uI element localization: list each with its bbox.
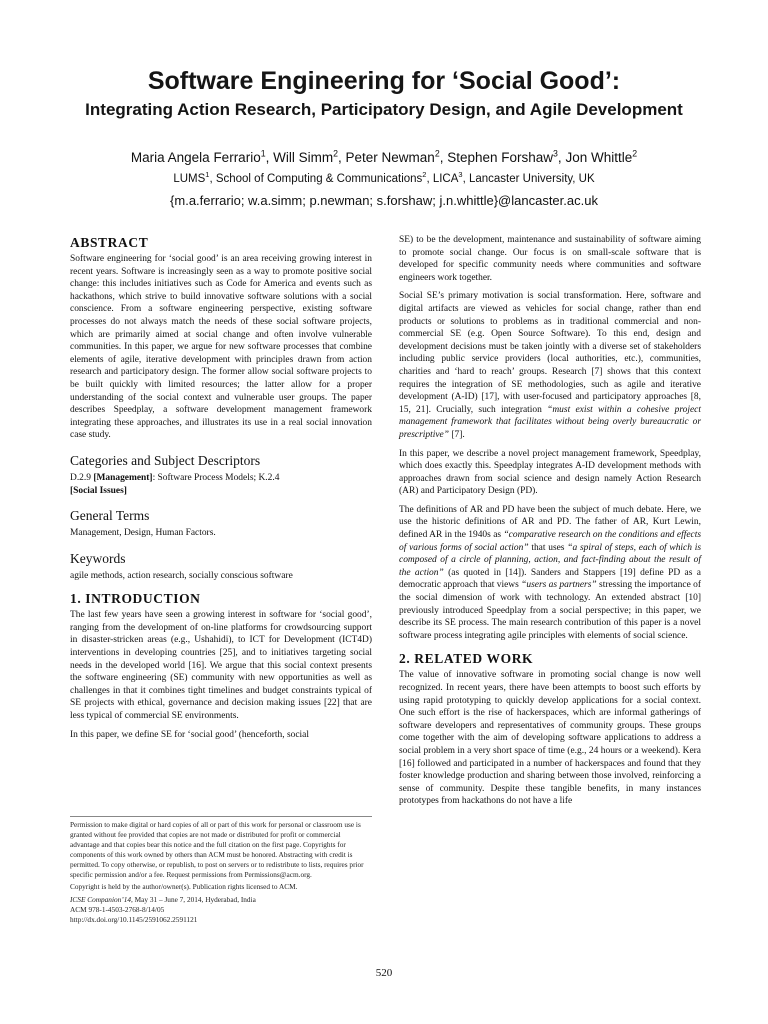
quoted-text: “users as partners” bbox=[521, 580, 597, 591]
affiliation-separator: , bbox=[462, 173, 469, 185]
affiliation-sup: 2 bbox=[422, 170, 427, 180]
author-sup: 2 bbox=[434, 148, 440, 159]
affiliation-sup: 1 bbox=[205, 170, 210, 180]
affiliation-name: LUMS bbox=[173, 173, 206, 185]
body-text: Social SE’s primary motivation is social transformation. Here, software and digital artifacts are viewed as vehicles for social change, rather than end products or solutions to problems as in traditional commercial and non-commercial SE (e.g. Open Source Software). To this end, design and development decisions must be taken jointly with a diverse set of stakeholders including public service providers (local authorities, etc.), communities, charities and ‘hard to reach’ groups. Research [7] shows that this context requires the integration of SE methodologies, such as agile and iterative development (A-ID) [17], with user-focused and participatory approaches [8, 15, 21]. Crucially, such integration bbox=[399, 291, 701, 415]
affiliation-name: LICA bbox=[432, 173, 459, 185]
author-sup: 2 bbox=[632, 148, 638, 159]
quoted-text: “comparative research on the conditions and effects of various forms of social action” bbox=[399, 530, 701, 553]
body-paragraph: In this paper, we describe a novel project management framework, Speedplay, which does exactly this. Speedplay integrates A-ID development methods with approaches drawn from social science and design namely Action Research (AR) and Participatory Design (PD). bbox=[399, 448, 701, 497]
author-name: Will Simm bbox=[273, 150, 334, 165]
author-sup: 1 bbox=[260, 148, 266, 159]
body-text: stressing the importance of the social dimension of work with technology. An extended abstract [10] previously introduced Speedplay from a social perspective; in this paper, we describe its SE process. The main research contribution of this paper is a novel software process integrating agile principles with elements of social science. bbox=[399, 580, 701, 641]
author-separator: , bbox=[338, 150, 346, 165]
author-name: Peter Newman bbox=[345, 150, 435, 165]
left-column bbox=[70, 234, 372, 741]
author-emails: {m.a.ferrario; w.a.simm; p.newman; s.forshaw; j.n.whittle}@lancaster.ac.uk bbox=[170, 193, 598, 208]
quoted-text: “a spiral of steps, each of which is composed of a circle of planning, action, and fact-finding about the result of the action” bbox=[399, 542, 701, 578]
abstract-heading: ABSTRACT bbox=[70, 235, 149, 250]
affiliation-sup: 3 bbox=[458, 170, 463, 180]
categories-middle: : Software Process Models; K.2.4 bbox=[152, 472, 280, 483]
body-text: The definitions of AR and PD have been the subject of much debate. Here, we use the historic definitions of AR and PD. The father of AR, Kurt Lewin, defined AR in the 1940s as bbox=[399, 504, 701, 541]
categories-text bbox=[70, 472, 372, 497]
doi-link[interactable]: http://dx.doi.org/10.1145/2591062.2591121 bbox=[70, 915, 198, 925]
affiliation-separator: , bbox=[426, 173, 433, 185]
affiliation-separator: , bbox=[209, 173, 216, 185]
author-list bbox=[0, 148, 768, 168]
body-paragraph: SE) to be the development, maintenance and sustainability of software aiming to promote social change. Our focus is on small-scale software that is developed for specific community needs where communities and software engineers work together. bbox=[399, 235, 701, 283]
author-separator: , bbox=[557, 150, 566, 165]
venue-details: , May 31 – June 7, 2014, Hyderabad, India bbox=[131, 895, 256, 905]
affiliation-name: Lancaster University, UK bbox=[468, 173, 595, 185]
categories-heading: Categories and Subject Descriptors bbox=[70, 452, 261, 468]
keywords-text: agile methods, action research, socially conscious software bbox=[70, 570, 293, 581]
paper-subtitle: Integrating Action Research, Participatory Design, and Agile Development bbox=[85, 100, 683, 119]
affiliation-name: School of Computing & Communications bbox=[215, 173, 423, 185]
author-name: Stephen Forshaw bbox=[447, 150, 554, 165]
author-sup: 3 bbox=[553, 148, 558, 159]
body-paragraph bbox=[399, 504, 701, 643]
body-text: that uses bbox=[528, 542, 568, 553]
categories-social-issues: [Social Issues] bbox=[70, 485, 127, 496]
quoted-text: “must exist within a cohesive project management framework that facilitates without being overly bureaucratic or prescriptive” bbox=[399, 404, 701, 440]
introduction-paragraph: The last few years have seen a growing interest in software for ‘social good’, ranging from the development of on-line platforms for crowdsourcing support in disaster-stricken areas (e.g., Ushahidi), to ICT for Development (ICT4D) interventions in developing countries [25], and to initiatives targeting social needs in the developed world [16]. We argue that this social context presents the software engineering (SE) community with new opportunities as well as challenges in that it combines tight timelines and budget constraints typical of SE projects with ethical, governance and decision making issues [22] that are less typical of commercial SE environments. bbox=[70, 610, 372, 722]
abstract-text: Software engineering for ‘social good’ is an area receiving growing interest in recent years. Software is increasingly seen as a way to promote positive social change: this includes initiatives such as Code for America and events such as hackathons, which strive to build innovative software solutions with a social conscience. From a software engineering perspective, existing software processes do not always match the needs of these social software projects, which are primarily aimed at social change and often involve vulnerable communities. In this paper, we argue for new software processes that combine elements of agile, iterative development with principles drawn from action research and participatory design. The former allow social software projects to be built quickly with limited resources; the latter allow for a proper understanding of the social context and vulnerable user groups. The paper describes Speedplay, a software development management framework integrating these approaches, and illustrates its use in a real social innovation case study. bbox=[70, 254, 372, 441]
related-work-heading: 2. RELATED WORK bbox=[399, 651, 534, 667]
author-sup: 2 bbox=[333, 148, 338, 159]
introduction-paragraph: In this paper, we define SE for ‘social good’ (henceforth, social bbox=[70, 729, 309, 740]
venue-name: ICSE Companion’14 bbox=[70, 895, 132, 905]
footnote-divider bbox=[70, 816, 372, 817]
paper-title: Software Engineering for ‘Social Good’: bbox=[147, 67, 621, 95]
categories-management: [Management] bbox=[93, 472, 153, 483]
general-terms-text: Management, Design, Human Factors. bbox=[70, 528, 216, 539]
author-separator: , bbox=[265, 150, 274, 165]
body-text: [7]. bbox=[448, 429, 465, 440]
body-paragraph bbox=[399, 290, 701, 441]
venue-line bbox=[70, 895, 372, 905]
author-separator: , bbox=[439, 150, 448, 165]
related-work-paragraph: The value of innovative software in promoting social change is now well recognized. In recent years, there have been attempts to boost such efforts by using rapid prototyping to quickly develop applications for a social context. One such effort is the rise of hackerspaces, which are informal gatherings of software developers and representatives of community groups. These groups come together with the aim of developing software applications to address a social problem in a very short space of time (e.g., 24 hours or a weekend). Kera [16] followed and participated in a number of hackerspaces and found that they foster knowledge production and sharing between those involved, reinforcing a sense of community. Despite these tangible benefits, in many instances prototypes from hackathons do not have a life bbox=[399, 670, 701, 807]
general-terms-heading: General Terms bbox=[70, 508, 150, 524]
right-column bbox=[399, 234, 701, 808]
permission-text: Permission to make digital or hard copies of all or part of this work for personal or classroom use is granted without fee provided that copies are not made or distributed for profit or commercial advantage and that copies bear this notice and the full citation on the first page. Copyrights for components of this work owned by others than ACM must be honored. Abstracting with credit is permitted. To copy otherwise, or republish, to post on servers or to redistribute to lists, requires prior specific permission and/or a fee. Request permissions from Permissions@acm.org. bbox=[70, 820, 364, 879]
author-name: Jon Whittle bbox=[565, 150, 633, 165]
keywords-heading: Keywords bbox=[70, 550, 126, 566]
isbn-line: ACM 978-1-4503-2768-8/14/05 bbox=[70, 905, 165, 915]
body-text: (as quoted in [14]). Sanders and Stappers [19] define PD as a democratic approach that views bbox=[399, 567, 701, 591]
copyright-notice bbox=[70, 816, 372, 925]
page-number: 520 bbox=[375, 967, 393, 979]
copyright-holder: Copyright is held by the author/owner(s). Publication rights licensed to ACM. bbox=[70, 882, 298, 892]
affiliation-list bbox=[0, 170, 768, 188]
author-name: Maria Angela Ferrario bbox=[130, 150, 261, 165]
categories-code: D.2.9 bbox=[70, 472, 94, 483]
introduction-heading: 1. INTRODUCTION bbox=[70, 591, 201, 607]
